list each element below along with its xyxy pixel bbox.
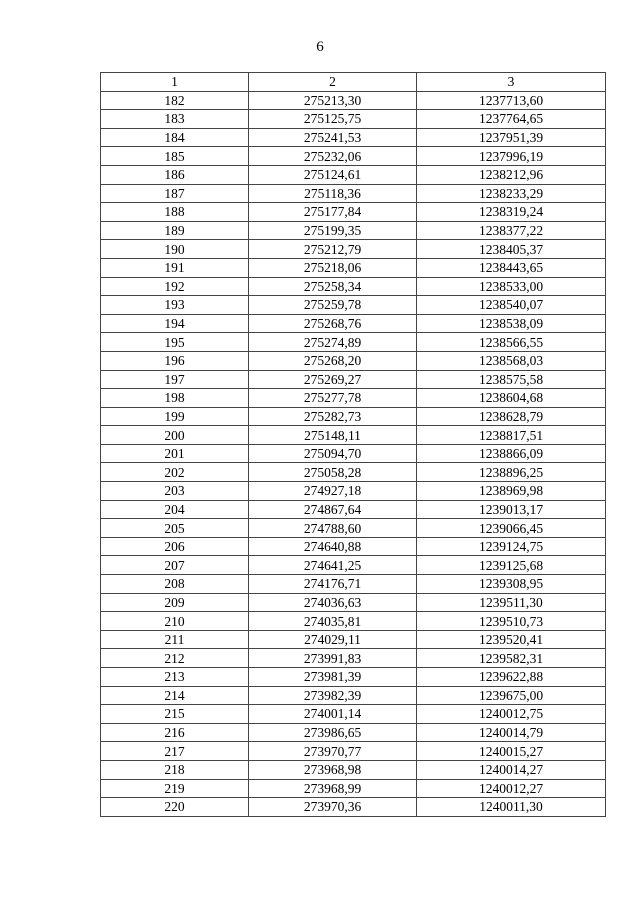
cell-x-coordinate: 275269,27	[249, 370, 417, 389]
cell-point-number: 209	[101, 593, 249, 612]
cell-point-number: 197	[101, 370, 249, 389]
cell-x-coordinate: 273970,77	[249, 742, 417, 761]
cell-point-number: 217	[101, 742, 249, 761]
table-row	[101, 519, 606, 538]
cell-y-coordinate: 1238896,25	[417, 463, 606, 482]
cell-point-number: 200	[101, 426, 249, 445]
header-row	[101, 73, 606, 92]
cell-y-coordinate: 1240015,27	[417, 742, 606, 761]
cell-x-coordinate: 275125,75	[249, 110, 417, 129]
cell-point-number: 210	[101, 612, 249, 631]
cell-x-coordinate: 273986,65	[249, 723, 417, 742]
cell-x-coordinate: 275232,06	[249, 147, 417, 166]
cell-y-coordinate: 1239520,41	[417, 630, 606, 649]
cell-y-coordinate: 1238866,09	[417, 444, 606, 463]
cell-y-coordinate: 1239125,68	[417, 556, 606, 575]
cell-y-coordinate: 1240014,79	[417, 723, 606, 742]
cell-point-number: 203	[101, 482, 249, 501]
cell-point-number: 191	[101, 258, 249, 277]
cell-x-coordinate: 275213,30	[249, 91, 417, 110]
cell-x-coordinate: 273982,39	[249, 686, 417, 705]
cell-point-number: 219	[101, 779, 249, 798]
cell-point-number: 202	[101, 463, 249, 482]
cell-point-number: 185	[101, 147, 249, 166]
cell-x-coordinate: 275094,70	[249, 444, 417, 463]
cell-x-coordinate: 274029,11	[249, 630, 417, 649]
cell-point-number: 211	[101, 630, 249, 649]
cell-x-coordinate: 275058,28	[249, 463, 417, 482]
cell-point-number: 206	[101, 537, 249, 556]
cell-point-number: 220	[101, 798, 249, 817]
cell-y-coordinate: 1238566,55	[417, 333, 606, 352]
cell-point-number: 196	[101, 351, 249, 370]
cell-y-coordinate: 1238233,29	[417, 184, 606, 203]
cell-y-coordinate: 1238628,79	[417, 407, 606, 426]
cell-point-number: 192	[101, 277, 249, 296]
table-row	[101, 760, 606, 779]
table-row	[101, 668, 606, 687]
cell-point-number: 216	[101, 723, 249, 742]
cell-y-coordinate: 1239675,00	[417, 686, 606, 705]
coordinates-table	[100, 72, 606, 817]
table-row	[101, 649, 606, 668]
cell-y-coordinate: 1239622,88	[417, 668, 606, 687]
cell-x-coordinate: 275259,78	[249, 296, 417, 315]
cell-x-coordinate: 275277,78	[249, 389, 417, 408]
table-row	[101, 798, 606, 817]
cell-y-coordinate: 1240012,75	[417, 705, 606, 724]
table-row	[101, 593, 606, 612]
cell-x-coordinate: 275177,84	[249, 203, 417, 222]
cell-point-number: 194	[101, 314, 249, 333]
table-row	[101, 444, 606, 463]
cell-y-coordinate: 1239582,31	[417, 649, 606, 668]
cell-point-number: 215	[101, 705, 249, 724]
cell-x-coordinate: 273968,99	[249, 779, 417, 798]
cell-point-number: 193	[101, 296, 249, 315]
cell-x-coordinate: 274640,88	[249, 537, 417, 556]
cell-y-coordinate: 1238405,37	[417, 240, 606, 259]
table-row	[101, 389, 606, 408]
cell-x-coordinate: 275118,36	[249, 184, 417, 203]
table-row	[101, 333, 606, 352]
cell-point-number: 189	[101, 221, 249, 240]
cell-point-number: 183	[101, 110, 249, 129]
cell-point-number: 187	[101, 184, 249, 203]
table-row	[101, 258, 606, 277]
cell-point-number: 208	[101, 575, 249, 594]
cell-y-coordinate: 1240011,30	[417, 798, 606, 817]
cell-y-coordinate: 1237996,19	[417, 147, 606, 166]
table-row	[101, 221, 606, 240]
cell-y-coordinate: 1239124,75	[417, 537, 606, 556]
cell-y-coordinate: 1238533,00	[417, 277, 606, 296]
table-row	[101, 630, 606, 649]
column-header-y: 3	[417, 73, 606, 92]
cell-x-coordinate: 275124,61	[249, 165, 417, 184]
table-row	[101, 184, 606, 203]
column-header-point: 1	[101, 73, 249, 92]
cell-x-coordinate: 273991,83	[249, 649, 417, 668]
cell-x-coordinate: 274867,64	[249, 500, 417, 519]
table-row	[101, 575, 606, 594]
table-row	[101, 91, 606, 110]
table-row	[101, 110, 606, 129]
cell-x-coordinate: 275268,20	[249, 351, 417, 370]
cell-point-number: 198	[101, 389, 249, 408]
cell-point-number: 199	[101, 407, 249, 426]
cell-x-coordinate: 275241,53	[249, 128, 417, 147]
table-row	[101, 165, 606, 184]
table-row	[101, 240, 606, 259]
table-row	[101, 779, 606, 798]
cell-y-coordinate: 1238540,07	[417, 296, 606, 315]
cell-y-coordinate: 1240014,27	[417, 760, 606, 779]
cell-y-coordinate: 1237713,60	[417, 91, 606, 110]
cell-point-number: 214	[101, 686, 249, 705]
table-row	[101, 537, 606, 556]
cell-x-coordinate: 273981,39	[249, 668, 417, 687]
cell-point-number: 201	[101, 444, 249, 463]
table-row	[101, 426, 606, 445]
table-row	[101, 723, 606, 742]
cell-y-coordinate: 1237764,65	[417, 110, 606, 129]
page-number: 6	[316, 39, 324, 55]
cell-y-coordinate: 1238377,22	[417, 221, 606, 240]
table-row	[101, 128, 606, 147]
cell-y-coordinate: 1238443,65	[417, 258, 606, 277]
cell-x-coordinate: 273968,98	[249, 760, 417, 779]
table-row	[101, 277, 606, 296]
cell-x-coordinate: 275268,76	[249, 314, 417, 333]
table-row	[101, 351, 606, 370]
cell-x-coordinate: 274641,25	[249, 556, 417, 575]
cell-y-coordinate: 1239066,45	[417, 519, 606, 538]
cell-x-coordinate: 274176,71	[249, 575, 417, 594]
cell-y-coordinate: 1238817,51	[417, 426, 606, 445]
cell-y-coordinate: 1239308,95	[417, 575, 606, 594]
cell-y-coordinate: 1238604,68	[417, 389, 606, 408]
table-row	[101, 686, 606, 705]
table-body	[101, 91, 606, 816]
table-row	[101, 296, 606, 315]
cell-x-coordinate: 274788,60	[249, 519, 417, 538]
cell-point-number: 184	[101, 128, 249, 147]
cell-x-coordinate: 275282,73	[249, 407, 417, 426]
cell-point-number: 195	[101, 333, 249, 352]
cell-point-number: 182	[101, 91, 249, 110]
table-row	[101, 500, 606, 519]
cell-y-coordinate: 1238969,98	[417, 482, 606, 501]
column-header-x: 2	[249, 73, 417, 92]
cell-x-coordinate: 274927,18	[249, 482, 417, 501]
table-header	[101, 73, 606, 92]
table-row	[101, 407, 606, 426]
cell-y-coordinate: 1238212,96	[417, 165, 606, 184]
table-row	[101, 612, 606, 631]
cell-x-coordinate: 275274,89	[249, 333, 417, 352]
cell-y-coordinate: 1238568,03	[417, 351, 606, 370]
table-row	[101, 314, 606, 333]
cell-y-coordinate: 1237951,39	[417, 128, 606, 147]
cell-point-number: 213	[101, 668, 249, 687]
cell-x-coordinate: 275212,79	[249, 240, 417, 259]
cell-y-coordinate: 1238538,09	[417, 314, 606, 333]
table-row	[101, 370, 606, 389]
table-row	[101, 482, 606, 501]
cell-y-coordinate: 1238319,24	[417, 203, 606, 222]
cell-x-coordinate: 275199,35	[249, 221, 417, 240]
cell-point-number: 190	[101, 240, 249, 259]
cell-x-coordinate: 274036,63	[249, 593, 417, 612]
cell-y-coordinate: 1239013,17	[417, 500, 606, 519]
cell-point-number: 205	[101, 519, 249, 538]
cell-x-coordinate: 275148,11	[249, 426, 417, 445]
cell-x-coordinate: 275258,34	[249, 277, 417, 296]
cell-x-coordinate: 273970,36	[249, 798, 417, 817]
cell-point-number: 188	[101, 203, 249, 222]
table-row	[101, 556, 606, 575]
table-row	[101, 705, 606, 724]
cell-y-coordinate: 1238575,58	[417, 370, 606, 389]
cell-x-coordinate: 275218,06	[249, 258, 417, 277]
table-row	[101, 463, 606, 482]
cell-point-number: 212	[101, 649, 249, 668]
cell-point-number: 218	[101, 760, 249, 779]
cell-y-coordinate: 1239510,73	[417, 612, 606, 631]
cell-x-coordinate: 274001,14	[249, 705, 417, 724]
cell-point-number: 186	[101, 165, 249, 184]
cell-x-coordinate: 274035,81	[249, 612, 417, 631]
table-row	[101, 742, 606, 761]
cell-point-number: 204	[101, 500, 249, 519]
cell-y-coordinate: 1239511,30	[417, 593, 606, 612]
cell-point-number: 207	[101, 556, 249, 575]
table-row	[101, 203, 606, 222]
cell-y-coordinate: 1240012,27	[417, 779, 606, 798]
table-row	[101, 147, 606, 166]
